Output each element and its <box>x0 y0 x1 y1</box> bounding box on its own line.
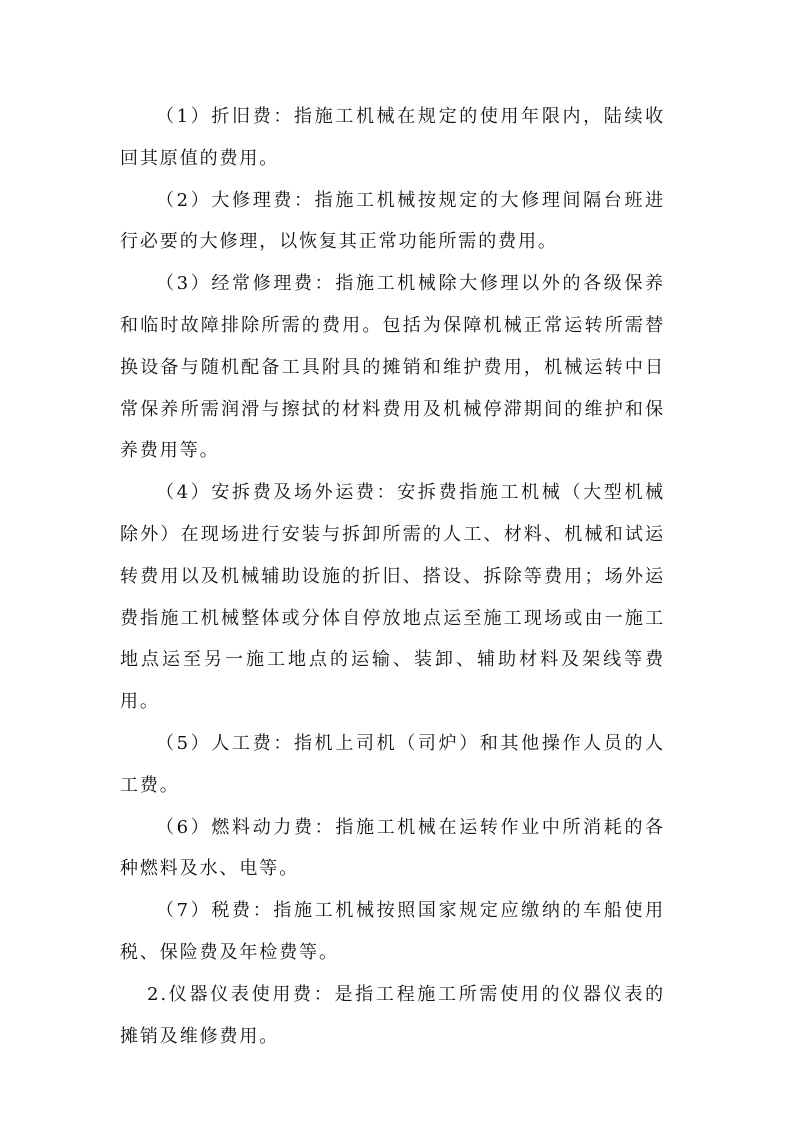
paragraph-depreciation: （1）折旧费：指施工机械在规定的使用年限内，陆续收回其原值的费用。 <box>120 106 665 169</box>
paragraph-installation-transport: （4）安拆费及场外运费：安拆费指施工机械（大型机械除外）在现场进行安装与拆卸所需的人工、材料、机械和试运转费用以及机械辅助设施的折旧、搭设、拆除等费用；场外运费指施工机械整体或分体自停放地点运至施工现场或由一施工地点运至另一施工地点的运输、装卸、辅助材料及架线等费用。 <box>120 482 665 713</box>
paragraph-overhaul: （2）大修理费：指施工机械按规定的大修理间隔台班进行必要的大修理，以恢复其正常功能所需的费用。 <box>120 189 665 253</box>
paragraph-fuel-power: （6）燃料动力费：指施工机械在运转作业中所消耗的各种燃料及水、电等。 <box>120 816 665 880</box>
paragraph-labor: （5）人工费：指机上司机（司炉）和其他操作人员的人工费。 <box>120 732 665 796</box>
paragraph-instrument-fee: 2.仪器仪表使用费：是指工程施工所需使用的仪器仪表的摊销及维修费用。 <box>120 983 665 1047</box>
paragraph-taxes: （7）税费：指施工机械按照国家规定应缴纳的车船使用税、保险费及年检费等。 <box>120 900 665 963</box>
paragraph-regular-repair: （3）经常修理费：指施工机械除大修理以外的各级保养和临时故障排除所需的费用。包括为保障机械正常运转所需替换设备与随机配备工具附具的摊销和维护费用，机械运转中日常保养所需润滑与擦拭的材料费用及机械停滞期间的维护和保养费用等。 <box>120 273 665 462</box>
document-body <box>120 96 665 1057</box>
